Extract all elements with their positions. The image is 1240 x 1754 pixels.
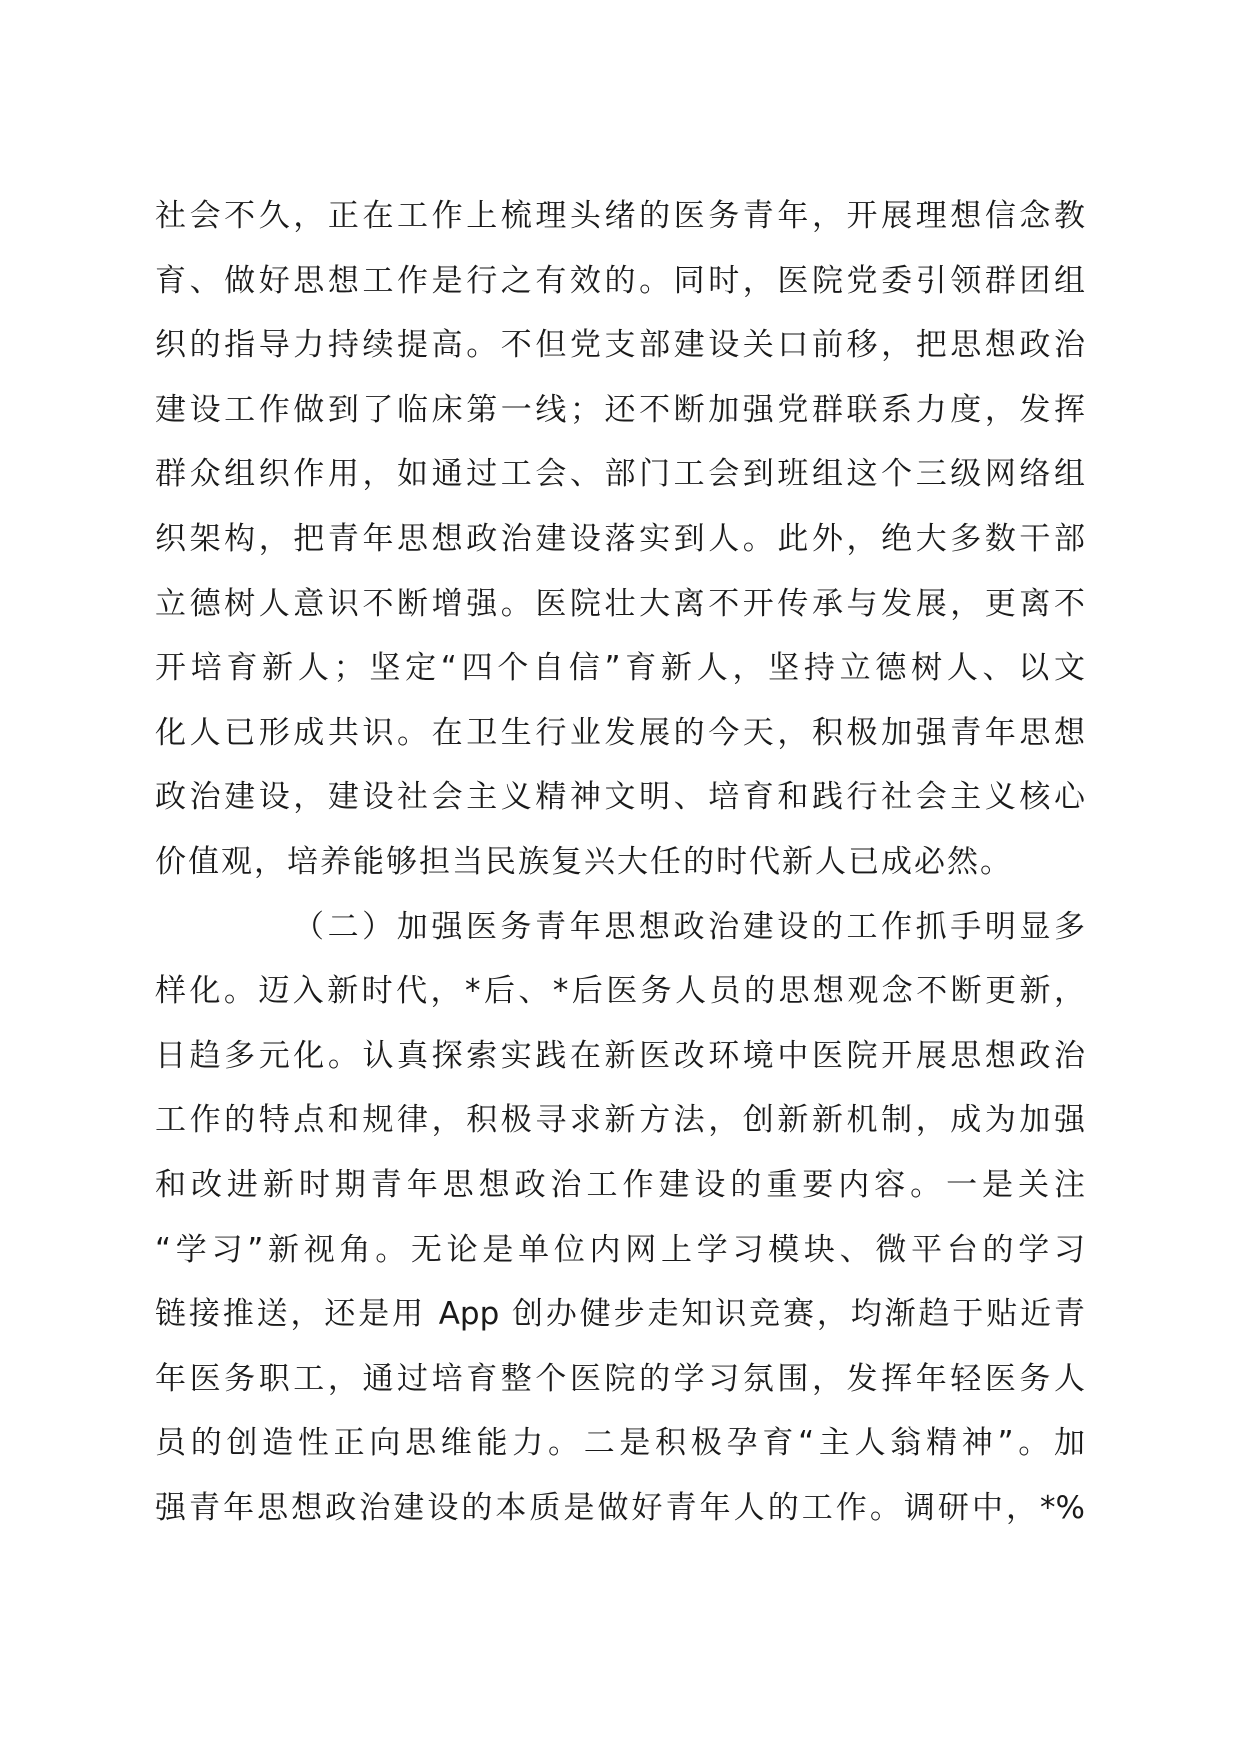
text-line: 工作的特点和规律，积极寻求新方法，创新新机制，成为加强 [155,1102,1085,1139]
text-line: 建设工作做到了临床第一线；还不断加强党群联系力度，发挥 [155,391,1085,428]
text-line: 社会不久，正在工作上梳理头绪的医务青年，开展理想信念教 [155,198,1085,234]
text-line: 织架构，把青年思想政治建设落实到人。此外，绝大多数干部 [155,520,1085,557]
text-line: 和改进新时期青年思想政治工作建设的重要内容。一是关注 [155,1166,1085,1203]
body-text [155,184,1085,1540]
text-line: 开培育新人；坚定“四个自信”育新人，坚持立德树人、以文 [155,650,1085,687]
text-line: 育、做好思想工作是行之有效的。同时，医院党委引领群团组 [155,262,1085,299]
text-line: 强青年思想政治建设的本质是做好青年人的工作。调研中，*% [155,1489,1085,1526]
text-line: 员的创造性正向思维能力。二是积极孕育“主人翁精神”。加 [155,1425,1085,1462]
section-heading-line: （二）加强医务青年思想政治建设的工作抓手明显多 [293,908,1085,945]
text-line: 链接推送，还是用 App 创办健步走知识竞赛，均渐趋于贴近青 [155,1296,1085,1333]
text-line: 政治建设，建设社会主义精神文明、培育和践行社会主义核心 [155,779,1085,816]
text-line: 样化。迈入新时代，*后、*后医务人员的思想观念不断更新， [155,973,1085,1010]
text-line: 织的指导力持续提高。不但党支部建设关口前移，把思想政治 [155,327,1085,364]
text-line: 群众组织作用，如通过工会、部门工会到班组这个三级网络组 [155,456,1085,493]
text-line: “学习”新视角。无论是单位内网上学习模块、微平台的学习 [155,1231,1085,1268]
paragraph-end-line: 价值观，培养能够担当民族复兴大任的时代新人已成必然。 [155,843,1013,880]
text-line: 立德树人意识不断增强。医院壮大离不开传承与发展，更离不 [155,585,1085,622]
text-line: 化人已形成共识。在卫生行业发展的今天，积极加强青年思想 [155,714,1085,751]
text-line: 年医务职工，通过培育整个医院的学习氛围，发挥年轻医务人 [155,1360,1085,1397]
text-line: 日趋多元化。认真探索实践在新医改环境中医院开展思想政治 [155,1037,1085,1074]
